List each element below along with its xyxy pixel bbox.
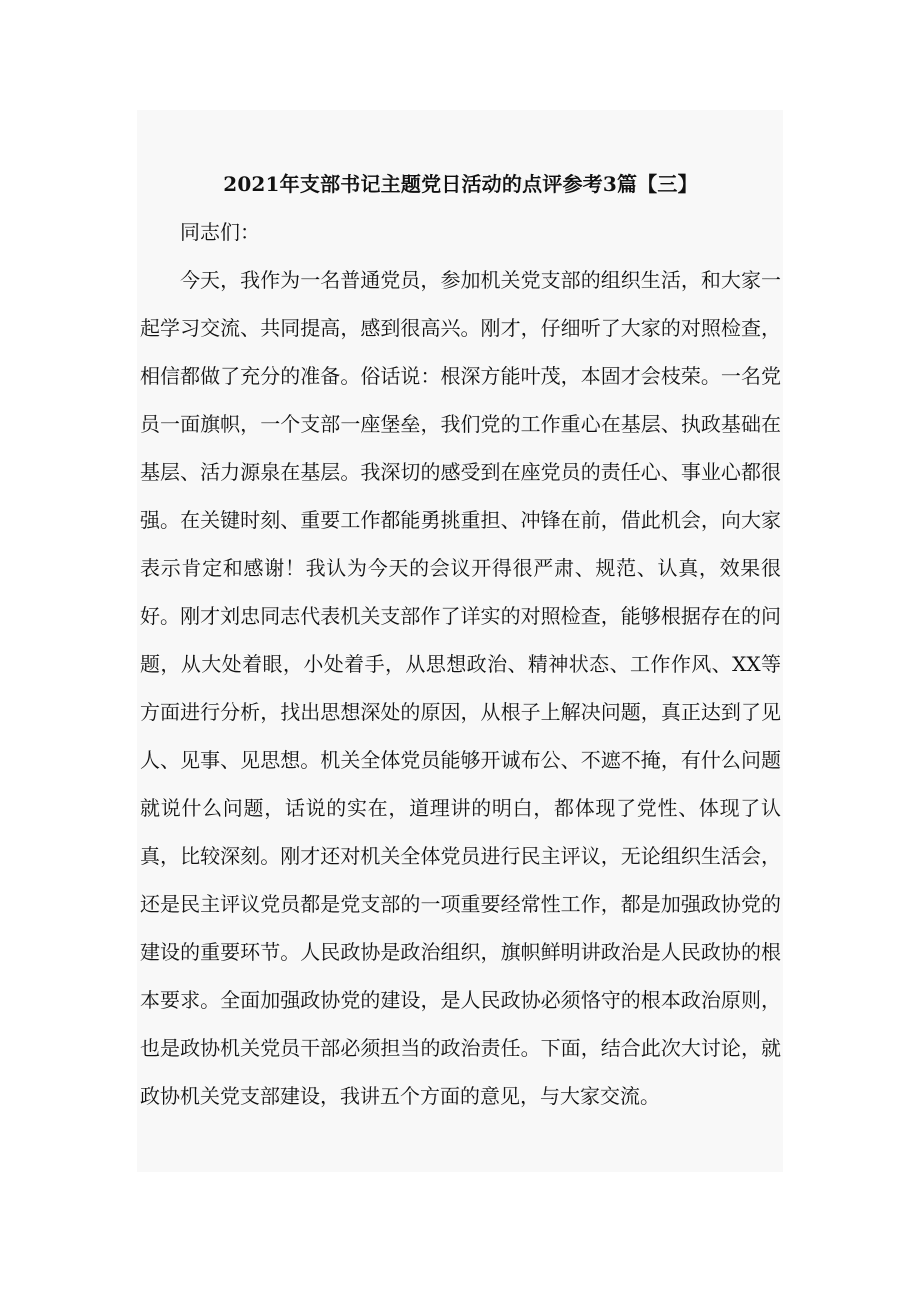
document-title: 2021年支部书记主题党日活动的点评参考3篇【三】 bbox=[223, 172, 698, 196]
body-paragraph: 今天，我作为一名普通党员，参加机关党支部的组织生活，和大家一起学习交流、共同提高，感到很高兴。刚才，仔细听了大家的对照检查，相信都做了充分的准备。俗话说：根深方能叶茂，本固才会枝荣。一名党员一面旗帜，一个支部一座堡垒，我们党的工作重心在基层、执政基础在基层、活力源泉在基层。我深切的感受到在座党员的责任心、事业心都很强。在关键时刻、重要工作都能勇挑重担、冲锋在前，借此机会，向大家表示肯定和感谢！我认为今天的会议开得很严肃、规范、认真，效果很好。刚才刘忠同志代表机关支部作了详实的对照检查，能够根据存在的问题，从大处着眼，小处着手，从思想政治、精神状态、工作作风、XX等方面进行分析，找出思想深处的原因，从根子上解决问题，真正达到了见人、见事、见思想。机关全体党员能够开诚布公、不遮不掩，有什么问题就说什么问题，话说的实在，道理讲的明白，都体现了党性、体现了认真，比较深刻。刚才还对机关全体党员进行民主评议，无论组织生活会，还是民主评议党员都是党支部的一项重要经常性工作，都是加强政协党的建设的重要环节。人民政协是政治组织，旗帜鲜明讲政治是人民政协的根本要求。全面加强政协党的建设，是人民政协必须恪守的根本政治原则，也是政协机关党员干部必须担当的政治责任。下面，结合此次大讨论，就政协机关党支部建设，我讲五个方面的意见，与大家交流。 bbox=[140, 268, 781, 1108]
salutation: 同志们： bbox=[180, 220, 260, 244]
document-page bbox=[137, 110, 783, 1172]
